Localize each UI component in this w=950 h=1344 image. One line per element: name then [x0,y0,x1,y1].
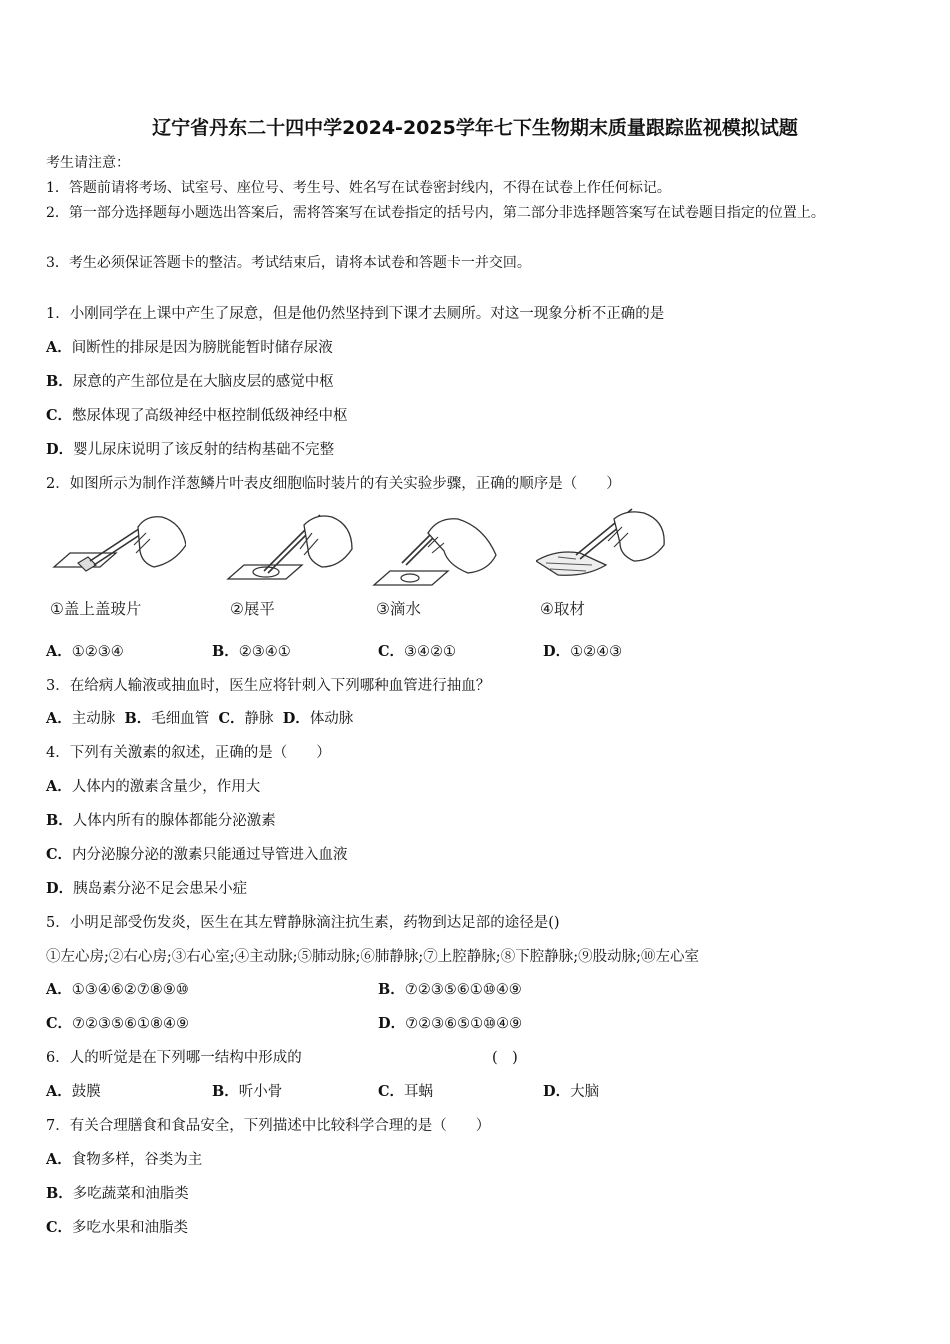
drop-water-drawing-icon [372,505,512,595]
notice-heading: 考生请注意： [46,155,130,171]
q2-figure-1-caption: ①盖上盖玻片 [50,600,142,618]
spread-drawing-icon [226,505,366,595]
cover-slip-drawing-icon [46,505,186,595]
q3-options: A．主动脉 B．毛细血管 C．静脉 D．体动脉 [46,710,354,727]
q2-figure-1 [46,505,186,630]
q6-stem: 6．人的听觉是在下列哪一结构中形成的 [46,1050,302,1066]
exam-title: 辽宁省丹东二十四中学2024-2025学年七下生物期末质量跟踪监视模拟试题 [152,117,798,139]
q1-option-a: A．间断性的排尿是因为膀胱能暂时储存尿液 [46,339,333,356]
q2-option-d: D．①②④③ [543,643,623,660]
q6-option-d: D．大脑 [543,1083,600,1100]
q7-stem: 7．有关合理膳食和食品安全，下列描述中比较科学合理的是（ ） [46,1118,491,1134]
q5-option-b: B．⑦②③⑤⑥①⑩④⑨ [378,981,522,998]
notice-item-3: 3．考生必须保证答题卡的整洁。考试结束后，请将本试卷和答题卡一并交回。 [46,255,531,271]
q4-option-b: B．人体内所有的腺体都能分泌激素 [46,812,276,829]
q2-figure-4-caption: ④取材 [540,600,585,618]
q6-paren: ( ) [492,1050,518,1066]
q5-option-c: C．⑦②③⑤⑥①⑧④⑨ [46,1015,190,1032]
q4-stem: 4．下列有关激素的叙述，正确的是（ ） [46,745,331,761]
q5-stem: 5．小明足部受伤发炎，医生在其左臂静脉滴注抗生素，药物到达足部的途径是() [46,915,560,931]
q2-figure-3 [372,505,512,630]
q2-option-c: C．③④②① [378,643,457,660]
q1-option-c: C．憋尿体现了高级神经中枢控制低级神经中枢 [46,407,348,424]
q2-figure-3-caption: ③滴水 [376,600,421,618]
q2-option-b: B．②③④① [212,643,291,660]
notice-item-1: 1．答题前请将考场、试室号、座位号、考生号、姓名写在试卷密封线内，不得在试卷上作任何标记。 [46,180,671,196]
q4-option-a: A．人体内的激素含量少，作用大 [46,778,261,795]
q5-option-d: D．⑦②③⑥⑤①⑩④⑨ [378,1015,523,1032]
q1-option-b: B．尿意的产生部位是在大脑皮层的感觉中枢 [46,373,334,390]
q6-option-c: C．耳蜗 [378,1083,434,1100]
q1-option-d: D．婴儿尿床说明了该反射的结构基础不完整 [46,441,335,458]
q4-option-c: C．内分泌腺分泌的激素只能通过导管进入血液 [46,846,348,863]
q4-option-d: D．胰岛素分泌不足会患呆小症 [46,880,248,897]
q5-list: ①左心房;②右心房;③右心室;④主动脉;⑤肺动脉;⑥肺静脉;⑦上腔静脉;⑧下腔静脉;⑨股动脉;⑩左心室 [46,949,699,965]
q5-option-a: A．①③④⑥②⑦⑧⑨⑩ [46,981,189,998]
q1-stem: 1．小刚同学在上课中产生了尿意，但是他仍然坚持到下课才去厕所。对这一现象分析不正确的是 [46,306,665,322]
take-material-drawing-icon [536,505,676,595]
q6-option-b: B．听小骨 [212,1083,283,1100]
q2-figure-2-caption: ②展平 [230,600,275,618]
q2-option-a: A．①②③④ [46,643,124,660]
q7-option-b: B．多吃蔬菜和油脂类 [46,1185,189,1202]
q7-option-a: A．食物多样，谷类为主 [46,1151,203,1168]
notice-item-2: 2．第一部分选择题每小题选出答案后，需将答案写在试卷指定的括号内，第二部分非选择题答案写在试卷题目指定的位置上。 [46,205,825,221]
q2-figure-strip [46,505,666,630]
q3-stem: 3．在给病人输液或抽血时，医生应将针刺入下列哪种血管进行抽血？ [46,678,491,694]
q2-stem: 2．如图所示为制作洋葱鳞片叶表皮细胞临时装片的有关实验步骤，正确的顺序是（ ） [46,476,621,492]
q2-figure-4 [536,505,676,630]
q2-figure-2 [226,505,366,630]
q7-option-c: C．多吃水果和油脂类 [46,1219,189,1236]
q6-option-a: A．鼓膜 [46,1083,101,1100]
